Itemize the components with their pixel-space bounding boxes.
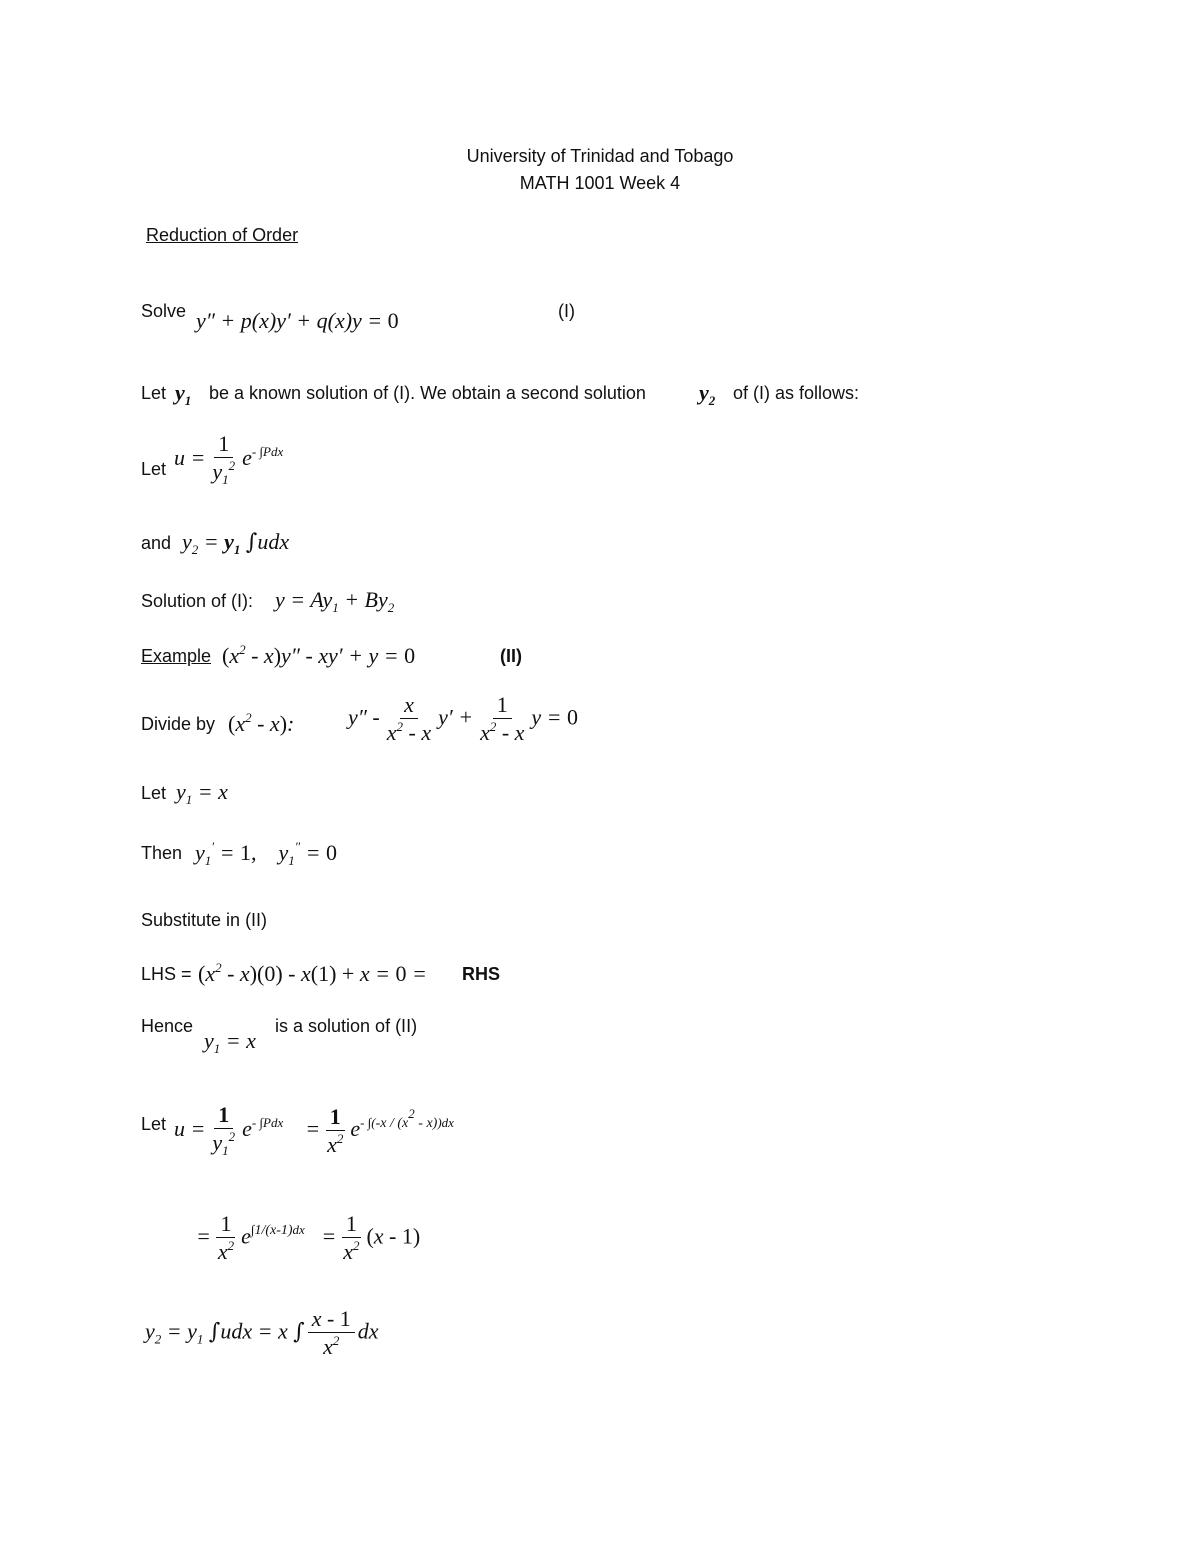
solve-label: Solve [141, 301, 187, 321]
y2-definition: $y_2 = y_1$ ∫udx [182, 529, 290, 557]
university-title: University of Trinidad and Tobago [466, 146, 734, 166]
course-title: MATH 1001 Week 4 [519, 173, 681, 193]
equation-i-tag: (I) [558, 301, 575, 321]
y2-symbol: $y_2$ [699, 380, 716, 408]
then-label: Then [141, 843, 183, 863]
general-solution: $y = Ay_1 + By_2$ [275, 587, 395, 615]
hence-y1: $y_1 = x$ [204, 1028, 256, 1056]
let-u2-label: Let [141, 1114, 167, 1134]
lhs-label: LHS = [141, 964, 192, 984]
y1-equals-x: $y_1 = x$ [176, 779, 228, 807]
let-known-tail: of (I) as follows: [733, 383, 860, 403]
y1-derivatives: $y_1' = 1$, $y_1'' = 0$ [195, 839, 338, 868]
equation-ii: $(x^2 - x)y'' - xy' + y = 0$ [222, 642, 416, 668]
and-label: and [141, 533, 172, 553]
lhs-expression: $(x^2 - x)(0) - x(1) + x = 0$ = [198, 960, 427, 986]
u-example-line1: u = $\frac{1}{y_1^2}$ $e^{- \int Pdx}$ = $\frac{1}{x^2}$ $e^{- \int(-x / (x^2 - x))dx}$ [174, 1102, 454, 1159]
divisor: $(x^2 - x)$: [228, 710, 295, 736]
u-definition: u = $\frac{1}{y_1^2}$ $e^{- \int Pdx}$ [174, 431, 284, 488]
standard-form: y″ - $\frac{x}{x^2 - x}$ y′ + $\frac{1}{x^2 - x}$ y = 0 [348, 692, 579, 746]
equation-ii-tag: (II) [500, 646, 522, 666]
y2-example: $y_2 = y_1$ ∫udx = x ∫ $\frac{x - 1}{x^2}$ dx [145, 1306, 379, 1360]
u-example-line2: = $\frac{1}{x^2}$ $e^{\int 1/(x-1)dx}$ = $\frac{1}{x^2}$ (x - 1) [196, 1211, 421, 1265]
rhs-label: RHS [462, 964, 501, 984]
hence-tail: is a solution of (II) [275, 1016, 418, 1036]
section-title: Reduction of Order [146, 225, 299, 245]
let-known-label: Let [141, 383, 167, 403]
let-u-label: Let [141, 459, 167, 479]
substitute-label: Substitute in (II) [141, 910, 268, 930]
example-label: Example [141, 646, 212, 666]
equation-i: y″ + p(x)y′ + q(x)y = 0 [196, 308, 399, 333]
divide-label: Divide by [141, 714, 216, 734]
let-y1-label: Let [141, 783, 167, 803]
y1-symbol: $y_1$ [175, 380, 192, 408]
let-known-text: be a known solution of (I). We obtain a second solution [209, 383, 646, 403]
hence-label: Hence [141, 1016, 194, 1036]
solution-label: Solution of (I): [141, 591, 254, 611]
